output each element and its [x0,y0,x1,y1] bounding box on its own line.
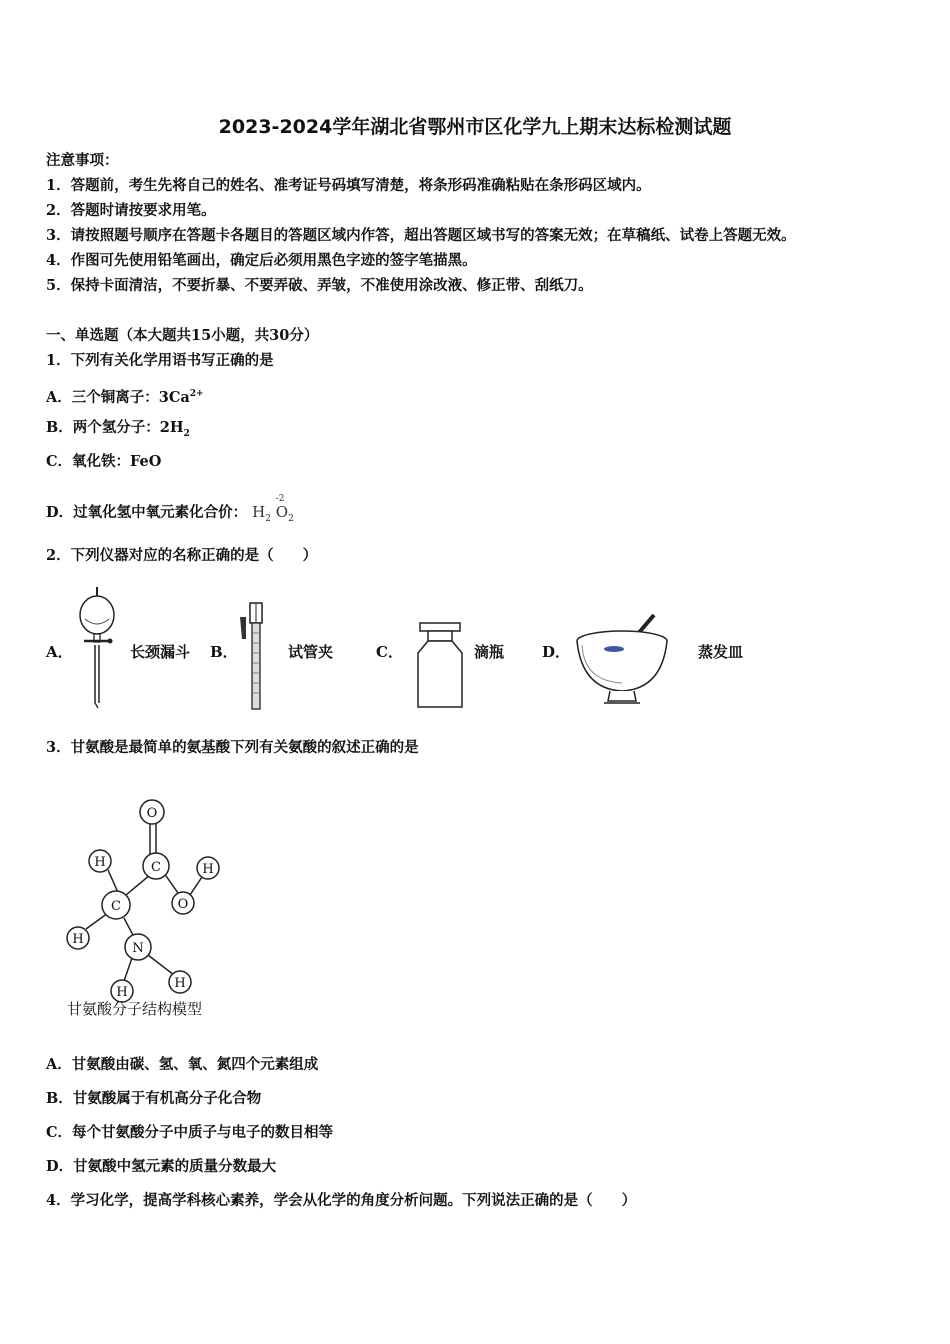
formula-o: O [275,503,289,521]
atom-label: C [151,860,161,875]
test-tube-holder-image [236,599,272,711]
question-1-option-c: C．氧化铁：FeO [46,453,162,470]
option-name: 滴瓶 [474,643,505,661]
apparatus-row [46,585,806,715]
section-heading: 一、单选题（本大题共15小题，共30分） [46,327,319,344]
option-name: 蒸发皿 [698,643,744,661]
formula-sub: 2 [288,514,294,524]
question-3-option-b: B．甘氨酸属于有机高分子化合物 [46,1090,262,1107]
atom-label: H [202,862,214,877]
subscript: 2 [183,428,190,439]
atom-label: H [94,855,106,870]
option-letter: A． [46,643,73,661]
valence-mark: -2 [275,494,285,504]
question-4-stem: 4．学习化学，提高学科核心素养，学会从化学的角度分析问题。下列说法正确的是（ ） [46,1192,637,1209]
option-text: A．三个铜离子：3Ca [46,388,190,406]
option-letter: C． [376,643,403,661]
glycine-model-diagram [60,780,240,1030]
atom-label: H [174,976,186,991]
valence-formula [252,494,294,529]
formula-sub: 2 [265,514,271,524]
question-3-option-d: D．甘氨酸中氢元素的质量分数最大 [46,1158,277,1175]
option-text: B．两个氢分子：2H [46,419,184,436]
atom-label: C [111,899,121,914]
page-title: 2023-2024学年湖北省鄂州市区化学九上期末达标检测试题 [218,116,732,138]
notice-heading: 注意事项： [46,152,119,169]
notice-item: 4．作图可先使用铅笔画出，确定后必须用黑色字迹的签字笔描黑。 [46,252,477,269]
question-3-option-c: C．每个甘氨酸分子中质子与电子的数目相等 [46,1124,334,1141]
atom-label: H [72,932,84,947]
option-text: D．过氧化氢中氧元素化合价： [46,504,248,521]
question-1-option-d [46,494,294,529]
notice-item: 1．答题前，考生先将自己的姓名、准考证号码填写清楚，将条形码准确粘贴在条形码区域内。 [46,177,651,194]
option-name: 试管夹 [288,643,334,661]
question-3-option-a: A．甘氨酸由碳、氢、氧、氮四个元素组成 [46,1056,319,1073]
mortar-and-pestle-image [574,611,670,711]
question-3-stem: 3．甘氨酸是最简单的氨基酸下列有关氨酸的叙述正确的是 [46,739,419,756]
option-letter: D． [542,643,571,661]
atom-label: N [132,941,144,956]
atom-label: H [116,985,128,1000]
option-name: 长颈漏斗 [130,643,191,661]
reagent-bottle-image [414,621,466,711]
formula-h: H [252,503,266,521]
atom-label: O [177,897,189,912]
diagram-caption: 甘氨酸分子结构模型 [67,1000,203,1018]
separatory-funnel-image [74,585,120,710]
charge-superscript: 2+ [189,389,204,399]
question-1-option-b [46,418,190,444]
option-letter: B． [210,643,238,661]
notice-item: 5．保持卡面清洁，不要折暴、不要弄破、弄皱，不准使用涂改液、修正带、刮纸刀。 [46,277,593,294]
atom-label: O [146,806,158,821]
question-1-stem: 1．下列有关化学用语书写正确的是 [46,352,274,369]
notice-item: 3．请按照题号顺序在答题卡各题目的答题区域内作答，超出答题区域书写的答案无效；在草稿纸、试卷上答题无效。 [46,227,796,244]
notice-item: 2．答题时请按要求用笔。 [46,202,216,219]
question-2-stem: 2．下列仪器对应的名称正确的是（ ） [46,547,318,564]
question-1-option-a [46,384,204,408]
